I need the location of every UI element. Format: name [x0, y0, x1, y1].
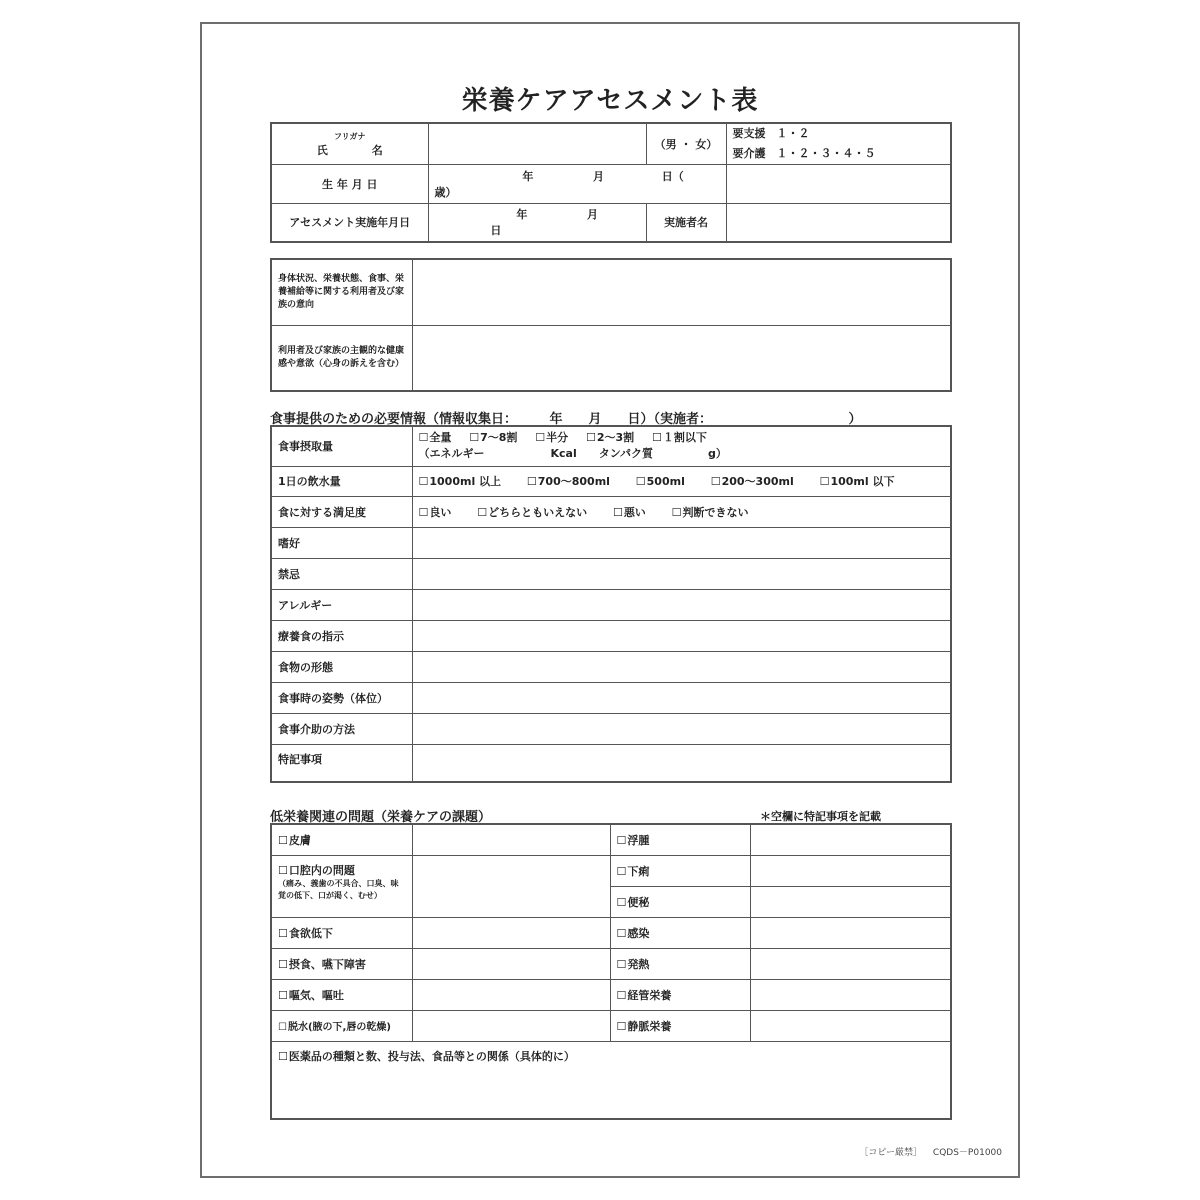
- problem-item-swallowing[interactable]: ☐ 摂食、嚥下障害: [271, 948, 412, 979]
- care-level: 要介護 １・２・３・４・５: [732, 147, 876, 160]
- problem-item-infection[interactable]: ☐ 感染: [610, 917, 750, 948]
- meal-row-label: 食事介助の方法: [271, 713, 412, 744]
- form-code: CQDS－P01000: [932, 1148, 1002, 1158]
- problem-item-constipation[interactable]: ☐ 便秘: [610, 886, 750, 917]
- drug-field[interactable]: [271, 1041, 951, 1119]
- intent-row-2: [271, 325, 951, 391]
- problem-row: [271, 979, 951, 1010]
- problem-item-edema[interactable]: ☐ 浮腫: [610, 824, 750, 855]
- birth-date-field[interactable]: [428, 165, 726, 204]
- water-row: [271, 466, 951, 496]
- assessor-label: 実施者名: [646, 204, 726, 242]
- name-field[interactable]: [428, 123, 646, 165]
- assess-day-label: 日: [490, 224, 502, 238]
- form-footer: [851, 1145, 1002, 1158]
- meal-row-field[interactable]: [412, 651, 951, 682]
- satisfaction-option[interactable]: ☐ どちらともいえない: [477, 504, 587, 520]
- intake-option[interactable]: ☐ 7～8割: [469, 430, 517, 446]
- support-level: 要支援 １・２: [732, 127, 810, 140]
- meal-row-field[interactable]: [412, 682, 951, 713]
- assessment-date-row: [271, 204, 951, 242]
- problem-table: [270, 823, 952, 1120]
- meal-row-label: 食物の形態: [271, 651, 412, 682]
- meal-row: [271, 589, 951, 620]
- meal-row-label: 嗜好: [271, 527, 412, 558]
- assessment-date-label: アセスメント実施年月日: [271, 204, 428, 242]
- problem-row: [271, 824, 951, 855]
- meal-row-label: 食事時の姿勢（体位）: [271, 682, 412, 713]
- problem-item-fever[interactable]: ☐ 発熱: [610, 948, 750, 979]
- intent-field-1[interactable]: [412, 259, 951, 325]
- furigana-label: フリガナ: [333, 131, 366, 141]
- meal-info-table: [270, 425, 952, 783]
- intake-row: [271, 426, 951, 466]
- problem-item-tube-feeding[interactable]: ☐ 経管栄養: [610, 979, 750, 1010]
- meal-info-heading: 食事提供のための必要情報（情報収集日： 年 月 日）（実施者： ）: [270, 412, 862, 427]
- problem-note-field[interactable]: [750, 855, 951, 886]
- problem-note-field[interactable]: [412, 1010, 610, 1041]
- name-label-cell: [271, 123, 428, 165]
- intake-option[interactable]: ☐ 半分: [535, 430, 568, 446]
- satisfaction-label: 食に対する満足度: [271, 496, 412, 527]
- meal-row-label: アレルギー: [271, 589, 412, 620]
- copy-notice: ［コピー厳禁］: [859, 1148, 923, 1158]
- problem-heading: 低栄養関連の問題（栄養ケアの課題）: [270, 810, 492, 825]
- intake-options: [412, 426, 951, 466]
- problem-item-drug[interactable]: ☐ 医薬品の種類と数、投与法、食品等との関係（具体的に）: [278, 1048, 575, 1064]
- satisfaction-option[interactable]: ☐ 判断できない: [672, 504, 749, 520]
- drug-row: [271, 1041, 951, 1119]
- problem-note-field[interactable]: [750, 886, 951, 917]
- satisfaction-option[interactable]: ☐ 悪い: [613, 504, 646, 520]
- intent-row-1: [271, 259, 951, 325]
- intake-option[interactable]: ☐ 2～3割: [586, 430, 634, 446]
- problem-row: [271, 1010, 951, 1041]
- meal-row: [271, 620, 951, 651]
- care-level-cell[interactable]: [726, 123, 951, 165]
- assess-year-label: 年: [516, 208, 528, 222]
- birth-year-label: 年: [522, 170, 534, 183]
- basic-info-table: [270, 122, 952, 243]
- form-sheet: [200, 22, 1020, 1178]
- problem-note-field[interactable]: [750, 917, 951, 948]
- problem-note-field[interactable]: [750, 824, 951, 855]
- satisfaction-options: [412, 496, 951, 527]
- problem-item-nausea[interactable]: ☐ 嘔気、嘔吐: [271, 979, 412, 1010]
- intake-option[interactable]: ☐ １割以下: [652, 430, 707, 446]
- water-options: [412, 466, 951, 496]
- satisfaction-option[interactable]: ☐ 良い: [419, 504, 452, 520]
- meal-row-field[interactable]: [412, 527, 951, 558]
- problem-item-skin[interactable]: ☐ 皮膚: [271, 824, 412, 855]
- birth-month-label: 月: [593, 170, 605, 183]
- water-option[interactable]: ☐ 200～300ml: [711, 473, 794, 489]
- meal-row-field[interactable]: [412, 620, 951, 651]
- problem-row: [271, 855, 951, 886]
- problem-note-field[interactable]: [412, 855, 610, 917]
- intent-field-2[interactable]: [412, 325, 951, 391]
- satisfaction-row: [271, 496, 951, 527]
- problem-item-iv-nutrition[interactable]: ☐ 静脈栄養: [610, 1010, 750, 1041]
- problem-row: [271, 917, 951, 948]
- intake-option[interactable]: ☐ 全量: [419, 430, 452, 446]
- energy-protein-line[interactable]: （エネルギー Kcal タンパク質 g）: [418, 447, 727, 461]
- water-label: 1日の飲水量: [271, 466, 412, 496]
- problem-item-diarrhea[interactable]: ☐ 下痢: [610, 855, 750, 886]
- problem-note-field[interactable]: [412, 948, 610, 979]
- water-option[interactable]: ☐ 500ml: [636, 475, 685, 488]
- problem-item-appetite[interactable]: ☐ 食欲低下: [271, 917, 412, 948]
- intake-label: 食事摂取量: [271, 426, 412, 466]
- water-option[interactable]: ☐ 700～800ml: [527, 473, 610, 489]
- oral-detail: （痛み、義歯の不具合、口臭、味覚の低下、口が渇く、むせ）: [278, 878, 399, 900]
- problem-note-field[interactable]: [412, 917, 610, 948]
- meal-row: [271, 651, 951, 682]
- problem-note-field[interactable]: [750, 948, 951, 979]
- name-row: [271, 123, 951, 165]
- page-title: 栄養ケアアセスメント表: [461, 86, 759, 116]
- sex-selector[interactable]: （男 ・ 女）: [646, 123, 726, 165]
- assessor-field[interactable]: [726, 204, 951, 242]
- birth-blank: [726, 165, 951, 204]
- meal-row: [271, 713, 951, 744]
- problem-note-field[interactable]: [412, 979, 610, 1010]
- problem-note-field[interactable]: [750, 1010, 951, 1041]
- meal-row-label: 療養食の指示: [271, 620, 412, 651]
- birth-label: 生 年 月 日: [271, 165, 428, 204]
- meal-row-field[interactable]: [412, 713, 951, 744]
- problem-note-field[interactable]: [412, 824, 610, 855]
- intent-table: [270, 258, 952, 392]
- meal-row: [271, 558, 951, 589]
- problem-item-oral[interactable]: ☐ 口腔内の問題: [278, 862, 392, 878]
- meal-row-field[interactable]: [412, 744, 951, 782]
- meal-row: [271, 682, 951, 713]
- meal-row-field[interactable]: [412, 589, 951, 620]
- meal-row-field[interactable]: [412, 558, 951, 589]
- intent-label-2: 利用者及び家族の主観的な健康感や意欲（心身の訴えを含む）: [271, 325, 412, 391]
- problem-item-oral-cell[interactable]: [271, 855, 412, 917]
- assess-month-label: 月: [587, 208, 599, 222]
- problem-note-field[interactable]: [750, 979, 951, 1010]
- problem-row: [271, 948, 951, 979]
- meal-row-label: 禁忌: [271, 558, 412, 589]
- meal-row-label: 特記事項: [271, 744, 412, 782]
- assessment-date-field[interactable]: [428, 204, 646, 242]
- intent-label-1: 身体状況、栄養状態、食事、栄養補給等に関する利用者及び家族の意向: [271, 259, 412, 325]
- problem-item-dehydration[interactable]: ☐ 脱水(腋の下,唇の乾燥): [271, 1010, 412, 1041]
- name-label: 氏 名: [316, 143, 383, 157]
- water-option[interactable]: ☐ 1000ml 以上: [419, 473, 502, 489]
- birth-row: [271, 165, 951, 204]
- water-option[interactable]: ☐ 100ml 以下: [820, 473, 895, 489]
- birth-day-age-label: 日（ 歳）: [434, 170, 706, 199]
- problem-note: ＊空欄に特記事項を記載: [760, 810, 881, 823]
- meal-row: [271, 744, 951, 782]
- meal-row: [271, 527, 951, 558]
